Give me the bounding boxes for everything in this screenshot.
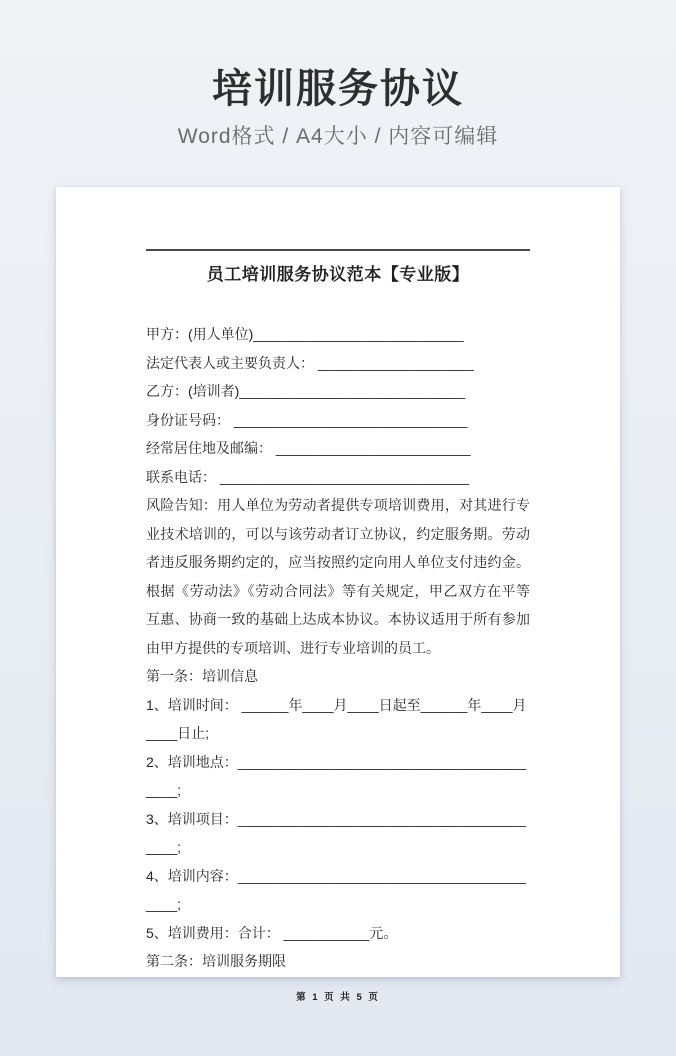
document-page	[56, 187, 620, 1003]
training-project-item: 3、培训项目：_________________________________________;	[146, 810, 526, 855]
training-location-item: 2、培训地点：_________________________________________;	[146, 753, 526, 798]
training-time-item: 1、培训时间： ______年____月____日起至______年____月____日止;	[146, 696, 527, 741]
risk-notice-paragraph: 风险告知：用人单位为劳动者提供专项培训费用，对其进行专业技术培训的，可以与该劳动者订立协议，约定服务期。劳动者违反服务期约定的，应当按照约定向用人单位支付违约金。 根据《劳动法》《劳动合同法》等有关规定，甲乙双方在平等互惠、协商一致的基础上达成本协议。本协议适用于所有参加由甲方提供的专项培训、进行专业培训的员工。	[146, 497, 562, 656]
field-party-a: 甲方：(用人单位)___________________________	[146, 326, 464, 342]
header-rule-divider	[146, 249, 530, 251]
format-subtitle: Word格式 / A4大小 / 内容可编辑	[177, 125, 499, 148]
field-id-number: 身份证号码： ______________________________	[146, 411, 468, 428]
document-title: 员工培训服务协议范本【专业版】	[206, 265, 470, 284]
field-party-b: 乙方：(培训者)_____________________________	[146, 383, 466, 399]
field-address-postcode: 经常居住地及邮编： _________________________	[146, 440, 471, 456]
training-content-item: 4、培训内容：_________________________________________;	[146, 867, 526, 912]
banner	[0, 0, 676, 151]
field-phone: 联系电话： ________________________________	[146, 468, 470, 485]
article-1-heading: 第一条：培训信息	[146, 668, 258, 684]
article-2-heading: 第二条：培训服务期限	[146, 953, 286, 969]
page-number-footer: 第 1 页 共 5 页	[296, 991, 380, 1003]
document-body	[146, 320, 562, 976]
product-title: 培训服务协议	[212, 67, 464, 111]
field-legal-representative: 法定代表人或主要负责人： ____________________	[146, 354, 474, 371]
training-fee-item: 5、培训费用：合计： ___________元。	[146, 924, 398, 941]
party-fields	[146, 320, 530, 491]
